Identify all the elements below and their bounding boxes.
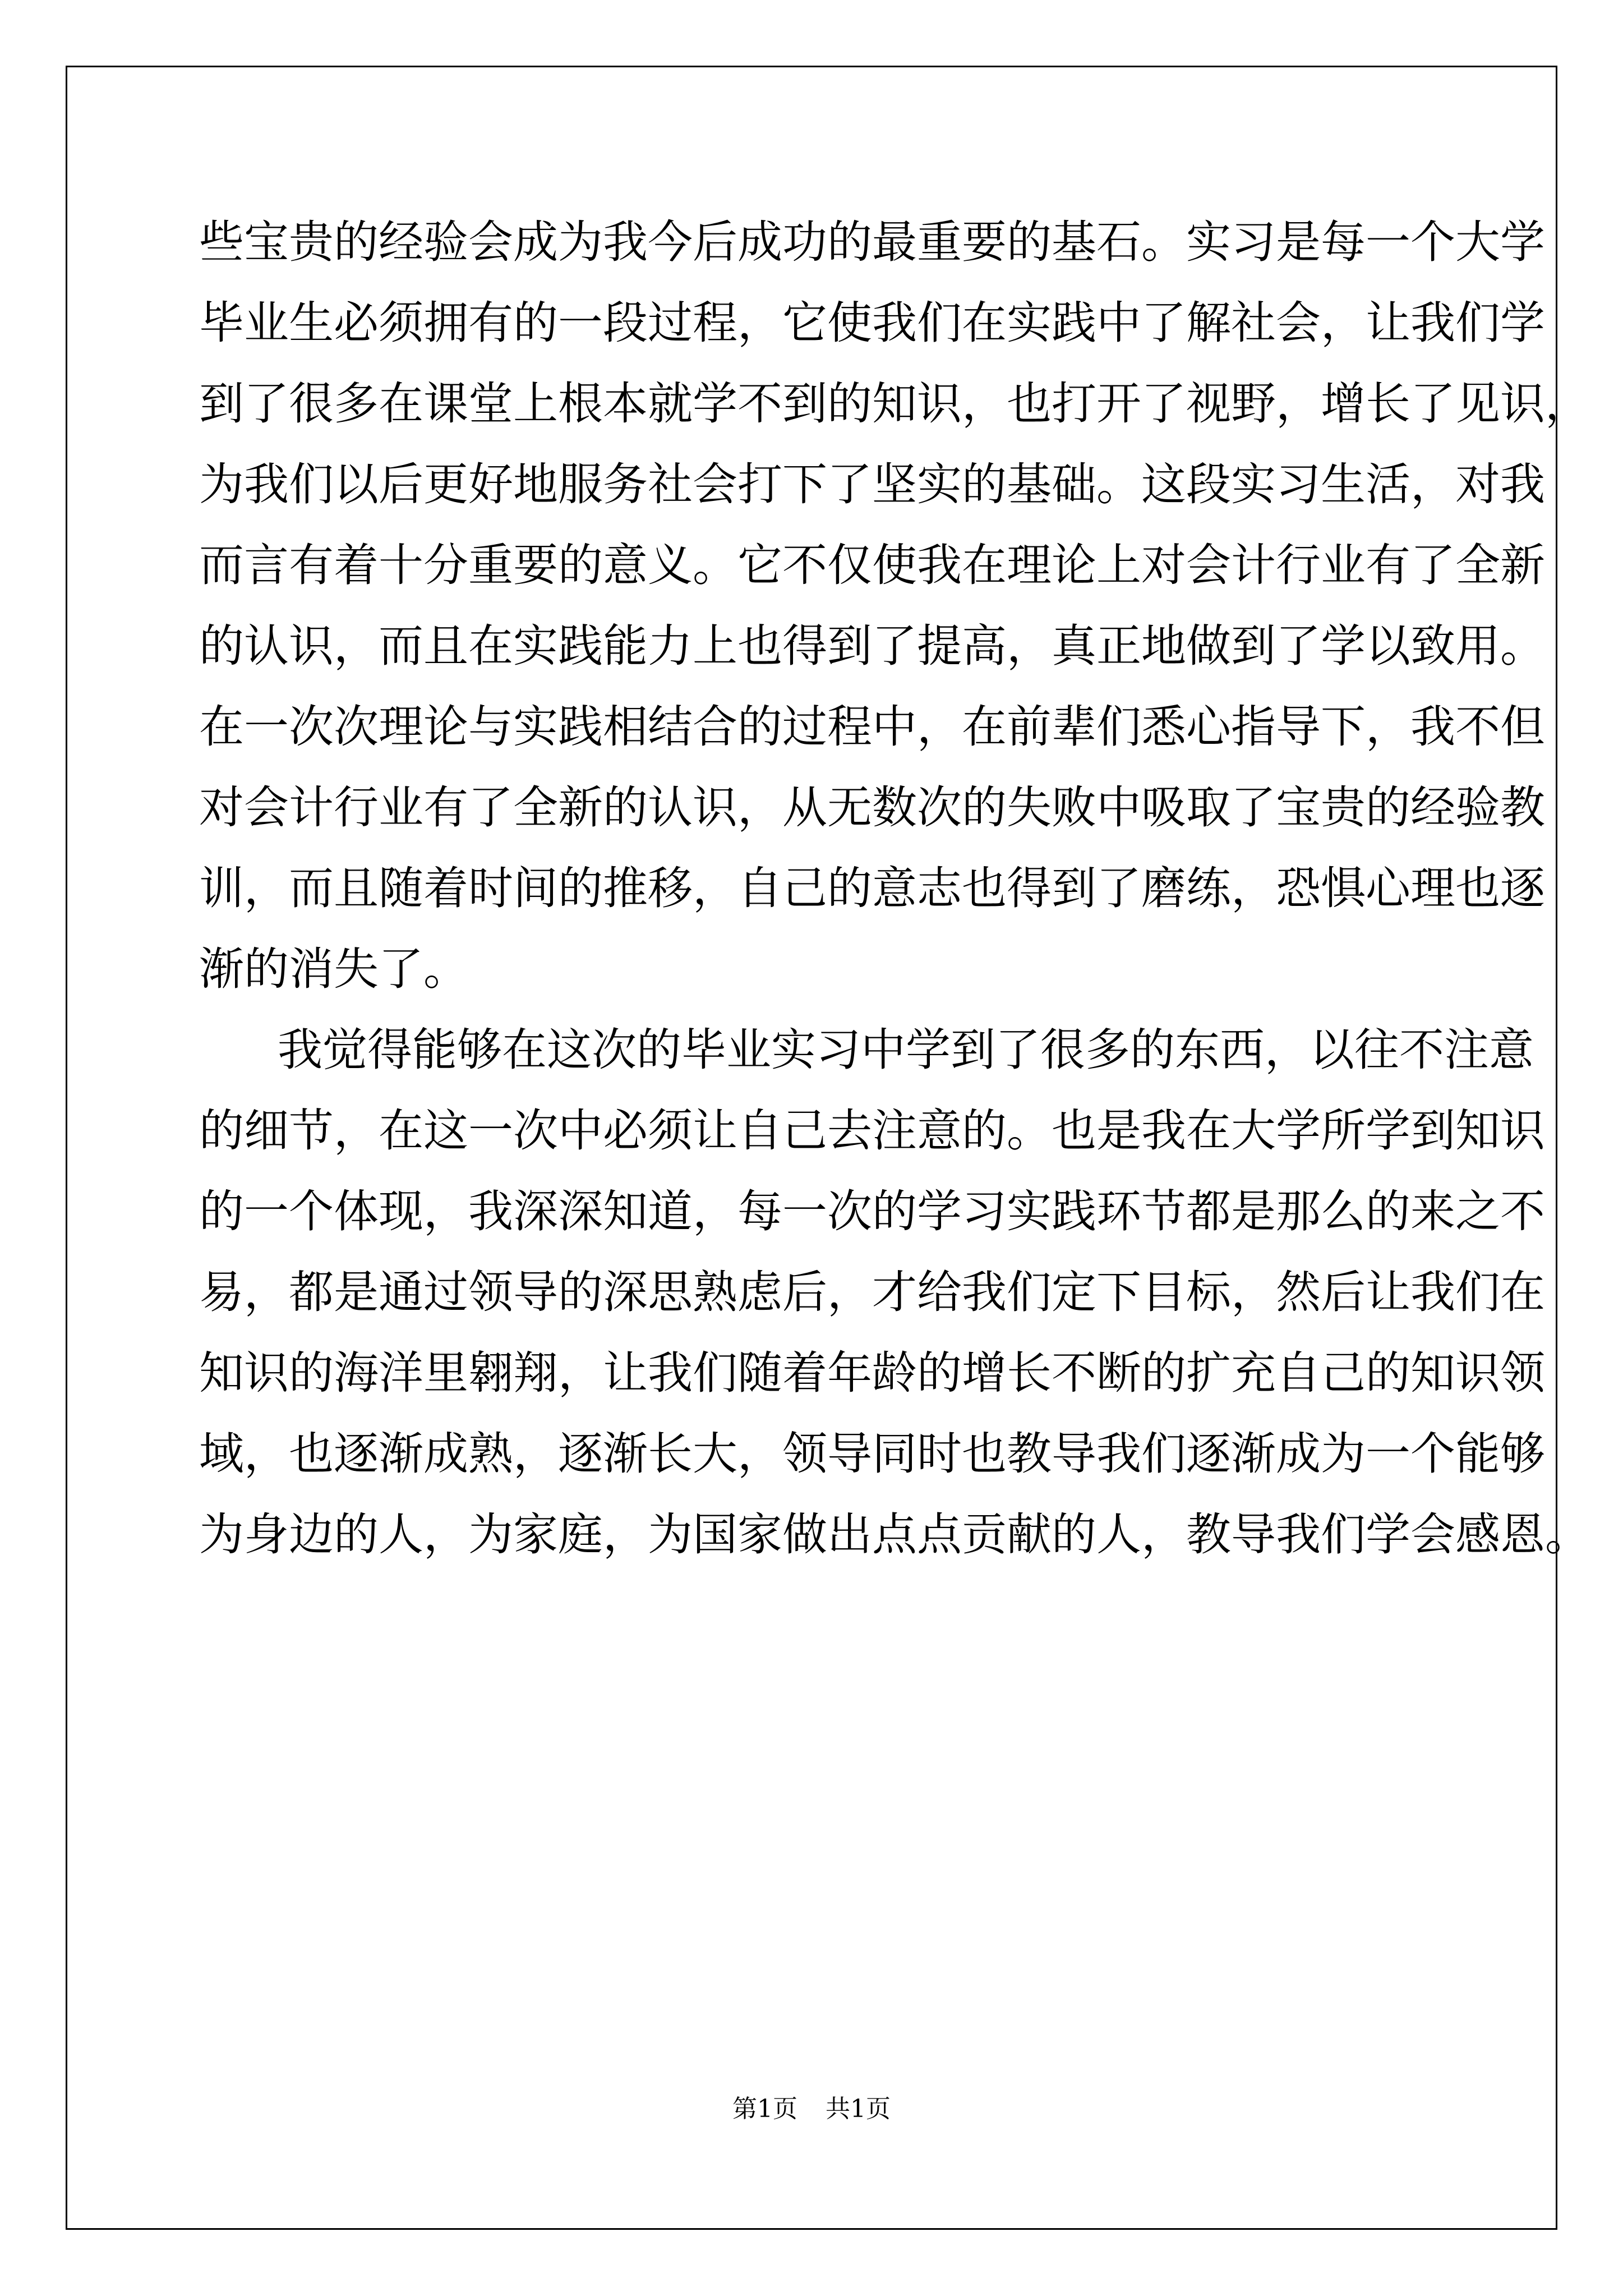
text-line: 训，而且随着时间的推移，自己的意志也得到了磨练，恐惧心理也逐 bbox=[199, 862, 1545, 914]
text-line: 域，也逐渐成熟，逐渐长大，领导同时也教导我们逐渐成为一个能够 bbox=[199, 1428, 1545, 1480]
text-line: 而言有着十分重要的意义。它不仅使我在理论上对会计行业有了全新 bbox=[199, 539, 1545, 591]
page-number: 第1页 bbox=[732, 2095, 797, 2123]
text-line: 易，都是通过领导的深思熟虑后，才给我们定下目标，然后让我们在 bbox=[199, 1266, 1545, 1318]
text-line: 在一次次理论与实践相结合的过程中，在前辈们悉心指导下，我不但 bbox=[199, 701, 1545, 753]
text-line: 知识的海洋里翱翔，让我们随着年龄的增长不断的扩充自己的知识领 bbox=[199, 1347, 1545, 1399]
text-line: 渐的消失了。 bbox=[199, 943, 468, 995]
text-line: 为我们以后更好地服务社会打下了坚实的基础。这段实习生活，对我 bbox=[199, 458, 1545, 510]
text-line: 为身边的人，为家庭，为国家做出点点贡献的人，教导我们学会感恩。 bbox=[199, 1508, 1590, 1561]
text-line: 的认识，而且在实践能力上也得到了提高，真正地做到了学以致用。 bbox=[199, 620, 1545, 672]
page-total: 共1页 bbox=[826, 2095, 891, 2123]
text-line: 的一个体现，我深深知道，每一次的学习实践环节都是那么的来之不 bbox=[199, 1185, 1545, 1237]
text-line: 到了很多在课堂上根本就学不到的知识，也打开了视野，增长了见识， bbox=[199, 378, 1590, 430]
text-line: 的细节，在这一次中必须让自己去注意的。也是我在大学所学到知识 bbox=[199, 1105, 1545, 1157]
text-line: 我觉得能够在这次的毕业实习中学到了很多的东西，以往不注意 bbox=[278, 1024, 1534, 1076]
text-line: 对会计行业有了全新的认识，从无数次的失败中吸取了宝贵的经验教 bbox=[199, 781, 1545, 834]
page-footer bbox=[0, 2093, 1623, 2125]
text-line: 些宝贵的经验会成为我今后成功的最重要的基石。实习是每一个大学 bbox=[199, 216, 1545, 268]
text-line: 毕业生必须拥有的一段过程，它使我们在实践中了解社会，让我们学 bbox=[199, 297, 1545, 349]
